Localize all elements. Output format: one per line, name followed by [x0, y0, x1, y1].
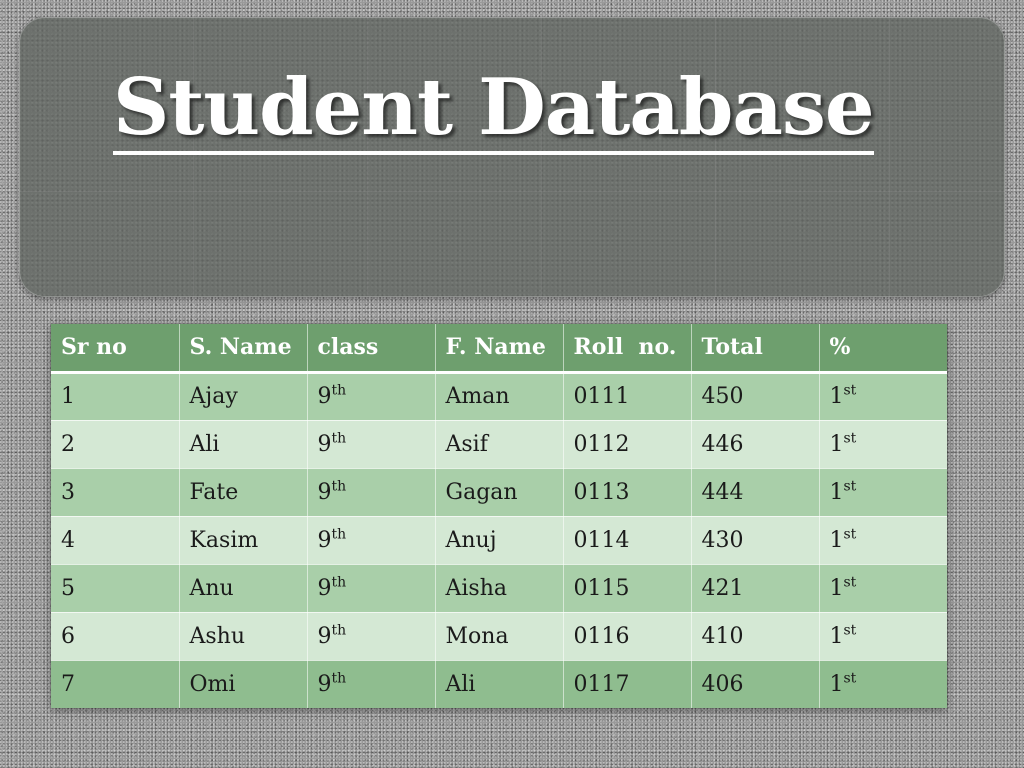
cell-class-value: 9 [317, 479, 332, 505]
cell-father-name-value: Aisha [445, 575, 507, 601]
cell-percent-ordinal-suffix: st [843, 430, 857, 447]
cell-student-name [179, 468, 307, 516]
table-row [51, 612, 947, 660]
cell-class-value: 9 [317, 384, 332, 409]
cell-class-ordinal-suffix: th [331, 574, 347, 591]
cell-roll-no-value: 0114 [573, 527, 630, 553]
cell-sr-no-value: 7 [61, 671, 75, 697]
student-table-container [51, 324, 947, 708]
cell-percent-value: 1 [829, 527, 844, 553]
cell-sr-no-value: 6 [61, 623, 75, 649]
cell-roll-no [563, 612, 691, 660]
cell-total-value: 406 [701, 671, 744, 697]
cell-percent [819, 468, 947, 516]
cell-total-value: 444 [701, 479, 744, 505]
cell-sr-no-value: 4 [61, 527, 75, 553]
header-father-name: F. Name [435, 324, 563, 372]
cell-student-name-value: Anu [189, 575, 234, 601]
cell-roll-no [563, 516, 691, 564]
cell-father-name-value: Aman [445, 384, 510, 409]
cell-class [307, 468, 435, 516]
cell-total-value: 410 [701, 623, 744, 649]
cell-percent-value: 1 [829, 575, 844, 601]
cell-student-name [179, 564, 307, 612]
cell-sr-no [51, 468, 179, 516]
table-header-row [51, 324, 947, 372]
cell-sr-no [51, 612, 179, 660]
header-class: class [307, 324, 435, 372]
cell-roll-no-value: 0117 [573, 671, 630, 697]
cell-percent [819, 564, 947, 612]
cell-class-ordinal-suffix: th [331, 430, 347, 447]
cell-student-name [179, 660, 307, 708]
cell-roll-no [563, 660, 691, 708]
table-row [51, 468, 947, 516]
header-student-name: S. Name [179, 324, 307, 372]
cell-student-name [179, 420, 307, 468]
cell-roll-no-value: 0113 [573, 479, 630, 505]
cell-class-value: 9 [317, 431, 332, 457]
cell-sr-no-value: 2 [61, 431, 75, 457]
cell-father-name [435, 468, 563, 516]
cell-student-name-value: Ashu [189, 623, 246, 649]
cell-class [307, 372, 435, 420]
header-percent: % [819, 324, 947, 372]
cell-class [307, 612, 435, 660]
table-row [51, 660, 947, 708]
cell-student-name-value: Ajay [189, 384, 238, 409]
cell-sr-no-value: 1 [61, 384, 75, 409]
cell-class-ordinal-suffix: th [331, 622, 347, 639]
cell-father-name [435, 420, 563, 468]
cell-class-value: 9 [317, 671, 332, 697]
cell-sr-no [51, 372, 179, 420]
cell-class-value: 9 [317, 575, 332, 601]
cell-father-name-value: Mona [445, 623, 509, 649]
table-row [51, 516, 947, 564]
cell-class [307, 516, 435, 564]
cell-total [691, 660, 819, 708]
cell-roll-no-value: 0116 [573, 623, 630, 649]
cell-percent [819, 420, 947, 468]
cell-percent-value: 1 [829, 384, 844, 409]
cell-percent-ordinal-suffix: st [843, 574, 857, 591]
cell-father-name [435, 660, 563, 708]
cell-percent-ordinal-suffix: st [843, 526, 857, 543]
cell-sr-no [51, 660, 179, 708]
cell-student-name-value: Kasim [189, 527, 259, 553]
cell-father-name [435, 612, 563, 660]
cell-father-name-value: Anuj [445, 527, 497, 553]
table-row [51, 372, 947, 420]
cell-sr-no-value: 5 [61, 575, 75, 601]
cell-roll-no [563, 564, 691, 612]
cell-father-name [435, 564, 563, 612]
cell-class-ordinal-suffix: th [331, 670, 347, 687]
cell-total [691, 564, 819, 612]
cell-roll-no-value: 0111 [573, 384, 630, 409]
cell-percent-ordinal-suffix: st [843, 382, 857, 399]
cell-percent [819, 516, 947, 564]
header-sr-no: Sr no [51, 324, 179, 372]
cell-percent [819, 372, 947, 420]
cell-percent-value: 1 [829, 431, 844, 457]
cell-father-name-value: Asif [445, 431, 488, 457]
cell-percent-ordinal-suffix: st [843, 622, 857, 639]
cell-father-name [435, 516, 563, 564]
cell-roll-no [563, 420, 691, 468]
cell-sr-no-value: 3 [61, 479, 75, 505]
table-row [51, 420, 947, 468]
cell-class [307, 420, 435, 468]
cell-student-name-value: Fate [189, 479, 239, 505]
cell-student-name-value: Omi [189, 671, 236, 697]
cell-student-name [179, 612, 307, 660]
page-title: Student Database [113, 62, 874, 153]
cell-percent-value: 1 [829, 671, 844, 697]
header-total: Total [691, 324, 819, 372]
cell-class-ordinal-suffix: th [331, 526, 347, 543]
cell-total-value: 421 [701, 575, 744, 601]
cell-total [691, 612, 819, 660]
cell-percent [819, 660, 947, 708]
cell-sr-no [51, 420, 179, 468]
cell-father-name-value: Ali [445, 671, 476, 697]
cell-percent-ordinal-suffix: st [843, 478, 857, 495]
cell-roll-no-value: 0115 [573, 575, 630, 601]
cell-total [691, 468, 819, 516]
header-roll-no: Roll no. [563, 324, 691, 372]
cell-sr-no [51, 564, 179, 612]
cell-class [307, 660, 435, 708]
cell-class-value: 9 [317, 623, 332, 649]
title-panel [19, 17, 1005, 297]
cell-father-name-value: Gagan [445, 479, 518, 505]
cell-percent [819, 612, 947, 660]
cell-sr-no [51, 516, 179, 564]
cell-student-name-value: Ali [189, 431, 220, 457]
cell-total-value: 450 [701, 384, 744, 409]
table-row [51, 564, 947, 612]
cell-roll-no [563, 468, 691, 516]
cell-student-name [179, 516, 307, 564]
table-body [51, 372, 947, 708]
cell-class-ordinal-suffix: th [331, 382, 347, 399]
cell-total [691, 420, 819, 468]
cell-roll-no [563, 372, 691, 420]
cell-total [691, 516, 819, 564]
cell-student-name [179, 372, 307, 420]
cell-total-value: 446 [701, 431, 744, 457]
cell-percent-ordinal-suffix: st [843, 670, 857, 687]
cell-class-ordinal-suffix: th [331, 478, 347, 495]
cell-total-value: 430 [701, 527, 744, 553]
cell-class [307, 564, 435, 612]
cell-class-value: 9 [317, 527, 332, 553]
cell-total [691, 372, 819, 420]
cell-percent-value: 1 [829, 479, 844, 505]
cell-father-name [435, 372, 563, 420]
cell-roll-no-value: 0112 [573, 431, 630, 457]
student-table [51, 324, 947, 708]
cell-percent-value: 1 [829, 623, 844, 649]
